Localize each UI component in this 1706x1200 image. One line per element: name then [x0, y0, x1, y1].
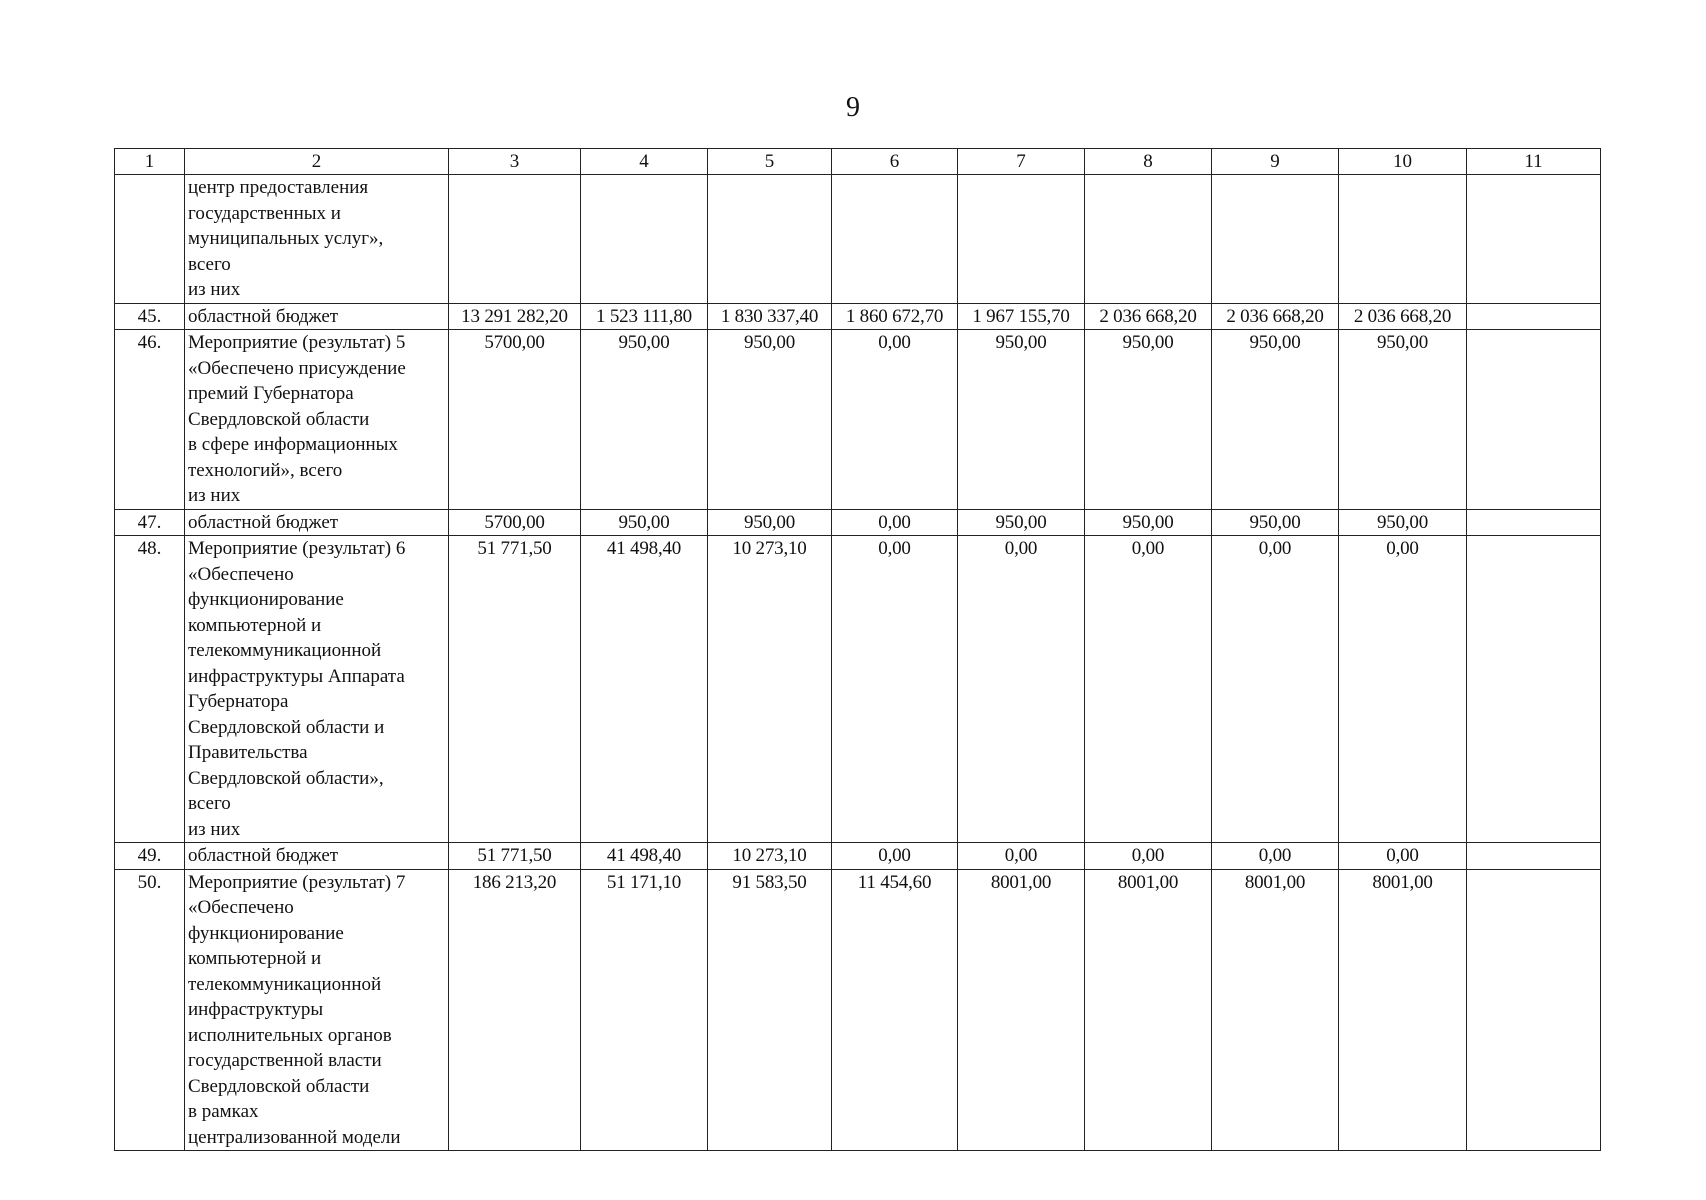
- value-cell: 5700,00: [449, 509, 581, 536]
- item-name-cell: [185, 303, 449, 330]
- item-name-line: Мероприятие (результат) 7: [188, 871, 406, 893]
- row-number-cell: 49.: [115, 843, 185, 870]
- value-cell: [1212, 175, 1339, 304]
- item-name-line: Свердловской области и: [188, 716, 385, 738]
- value-cell: 186 213,20: [449, 869, 581, 1151]
- notes-cell: [1467, 869, 1601, 1151]
- value-cell: 2 036 668,20: [1212, 303, 1339, 330]
- item-name-line: функционирование: [188, 589, 344, 610]
- item-name-line: исполнительных органов: [188, 1024, 392, 1046]
- notes-cell: [1467, 509, 1601, 536]
- value-cell: [958, 175, 1085, 304]
- item-name-line: центр предоставления: [188, 177, 369, 198]
- header-row: [115, 149, 1601, 175]
- value-cell: 0,00: [832, 843, 958, 870]
- header-cell: 11: [1467, 149, 1601, 175]
- item-name-line: телекоммуникационной: [188, 973, 382, 995]
- value-cell: 950,00: [581, 330, 708, 510]
- row-number-cell: 47.: [115, 509, 185, 536]
- item-name-cell: [185, 175, 449, 304]
- table-row: [115, 869, 1601, 1151]
- item-name-line: муниципальных услуг»,: [188, 228, 384, 249]
- item-name-line: премий Губернатора: [188, 383, 354, 404]
- value-cell: 1 860 672,70: [832, 303, 958, 330]
- item-name-line: областной бюджет: [188, 845, 339, 866]
- value-cell: 10 273,10: [708, 843, 832, 870]
- value-cell: 950,00: [1339, 330, 1467, 510]
- item-name-line: Мероприятие (результат) 5: [188, 332, 406, 353]
- row-number-cell: 48.: [115, 536, 185, 843]
- value-cell: 51 771,50: [449, 843, 581, 870]
- value-cell: 13 291 282,20: [449, 303, 581, 330]
- value-cell: 8001,00: [1085, 869, 1212, 1151]
- item-name-line: инфраструктуры Аппарата: [188, 665, 405, 687]
- item-name-line: Свердловской области»,: [188, 767, 384, 789]
- header-cell: 2: [185, 149, 449, 175]
- item-name-line: Губернатора: [188, 691, 289, 712]
- item-name-cell: [185, 536, 449, 843]
- value-cell: 51 771,50: [449, 536, 581, 843]
- value-cell: 0,00: [1085, 536, 1212, 843]
- value-cell: 0,00: [1212, 843, 1339, 870]
- value-cell: 950,00: [708, 330, 832, 510]
- notes-cell: [1467, 303, 1601, 330]
- item-name-line: функционирование: [188, 922, 344, 944]
- item-name-line: компьютерной и: [188, 948, 322, 969]
- item-name-line: Мероприятие (результат) 6: [188, 538, 406, 559]
- value-cell: 950,00: [1212, 330, 1339, 510]
- value-cell: 0,00: [1085, 843, 1212, 870]
- value-cell: [708, 175, 832, 304]
- item-name-line: в рамках: [188, 1101, 259, 1122]
- table-row: [115, 536, 1601, 843]
- header-cell: 9: [1212, 149, 1339, 175]
- value-cell: 11 454,60: [832, 869, 958, 1151]
- value-cell: 950,00: [1339, 509, 1467, 536]
- table-row: [115, 303, 1601, 330]
- header-cell: 3: [449, 149, 581, 175]
- row-number-cell: 45.: [115, 303, 185, 330]
- item-name-line: государственных и: [188, 202, 341, 224]
- value-cell: 2 036 668,20: [1339, 303, 1467, 330]
- value-cell: 0,00: [1212, 536, 1339, 843]
- item-name-line: из них: [188, 818, 241, 840]
- notes-cell: [1467, 175, 1601, 304]
- item-name-line: «Обеспечено: [188, 563, 294, 585]
- value-cell: 51 171,10: [581, 869, 708, 1151]
- header-cell: 1: [115, 149, 185, 175]
- item-name-line: «Обеспечено: [188, 897, 294, 918]
- value-cell: 950,00: [958, 509, 1085, 536]
- value-cell: [449, 175, 581, 304]
- table-body: [115, 175, 1601, 1151]
- item-name-line: Свердловской области: [188, 408, 370, 430]
- value-cell: 950,00: [1085, 330, 1212, 510]
- item-name-cell: [185, 509, 449, 536]
- item-name-cell: [185, 869, 449, 1151]
- value-cell: 950,00: [581, 509, 708, 536]
- item-name-line: в сфере информационных: [188, 434, 398, 455]
- row-number-cell: 46.: [115, 330, 185, 510]
- item-name-line: из них: [188, 485, 241, 506]
- notes-cell: [1467, 330, 1601, 510]
- header-cell: 5: [708, 149, 832, 175]
- notes-cell: [1467, 536, 1601, 843]
- row-number-cell: [115, 175, 185, 304]
- item-name-line: «Обеспечено присуждение: [188, 357, 406, 379]
- value-cell: 0,00: [958, 843, 1085, 870]
- value-cell: 0,00: [1339, 843, 1467, 870]
- budget-table: [114, 148, 1601, 1151]
- header-cell: 7: [958, 149, 1085, 175]
- item-name-cell: [185, 330, 449, 510]
- item-name-line: областной бюджет: [188, 511, 339, 533]
- item-name-line: инфраструктуры: [188, 999, 324, 1020]
- value-cell: 950,00: [1212, 509, 1339, 536]
- row-number-cell: 50.: [115, 869, 185, 1151]
- value-cell: 0,00: [1339, 536, 1467, 843]
- table-row: [115, 330, 1601, 510]
- table-row: [115, 175, 1601, 304]
- table-row: [115, 509, 1601, 536]
- item-name-line: всего: [188, 253, 231, 275]
- value-cell: 1 830 337,40: [708, 303, 832, 330]
- value-cell: 0,00: [832, 509, 958, 536]
- header-cell: 10: [1339, 149, 1467, 175]
- value-cell: [832, 175, 958, 304]
- table-row: [115, 843, 1601, 870]
- value-cell: 41 498,40: [581, 843, 708, 870]
- page-number: 9: [846, 92, 860, 123]
- value-cell: 0,00: [958, 536, 1085, 843]
- item-name-line: компьютерной и: [188, 614, 322, 636]
- item-name-line: централизованной модели: [188, 1126, 401, 1148]
- value-cell: 10 273,10: [708, 536, 832, 843]
- value-cell: 1 967 155,70: [958, 303, 1085, 330]
- value-cell: 41 498,40: [581, 536, 708, 843]
- item-name-line: телекоммуникационной: [188, 640, 382, 661]
- value-cell: 2 036 668,20: [1085, 303, 1212, 330]
- value-cell: [581, 175, 708, 304]
- value-cell: 8001,00: [958, 869, 1085, 1151]
- header-cell: 6: [832, 149, 958, 175]
- item-name-line: Правительства: [188, 742, 308, 763]
- value-cell: 5700,00: [449, 330, 581, 510]
- value-cell: 0,00: [832, 536, 958, 843]
- item-name-line: государственной власти: [188, 1050, 382, 1071]
- header-cell: 8: [1085, 149, 1212, 175]
- item-name-line: технологий», всего: [188, 459, 343, 481]
- value-cell: 950,00: [708, 509, 832, 536]
- item-name-line: Свердловской области: [188, 1075, 370, 1097]
- value-cell: 8001,00: [1212, 869, 1339, 1151]
- value-cell: 8001,00: [1339, 869, 1467, 1151]
- value-cell: 91 583,50: [708, 869, 832, 1151]
- value-cell: [1339, 175, 1467, 304]
- value-cell: 0,00: [832, 330, 958, 510]
- value-cell: 950,00: [1085, 509, 1212, 536]
- value-cell: 950,00: [958, 330, 1085, 510]
- value-cell: [1085, 175, 1212, 304]
- notes-cell: [1467, 843, 1601, 870]
- header-cell: 4: [581, 149, 708, 175]
- item-name-cell: [185, 843, 449, 870]
- item-name-line: из них: [188, 279, 241, 300]
- item-name-line: областной бюджет: [188, 305, 339, 327]
- item-name-line: всего: [188, 793, 231, 814]
- value-cell: 1 523 111,80: [581, 303, 708, 330]
